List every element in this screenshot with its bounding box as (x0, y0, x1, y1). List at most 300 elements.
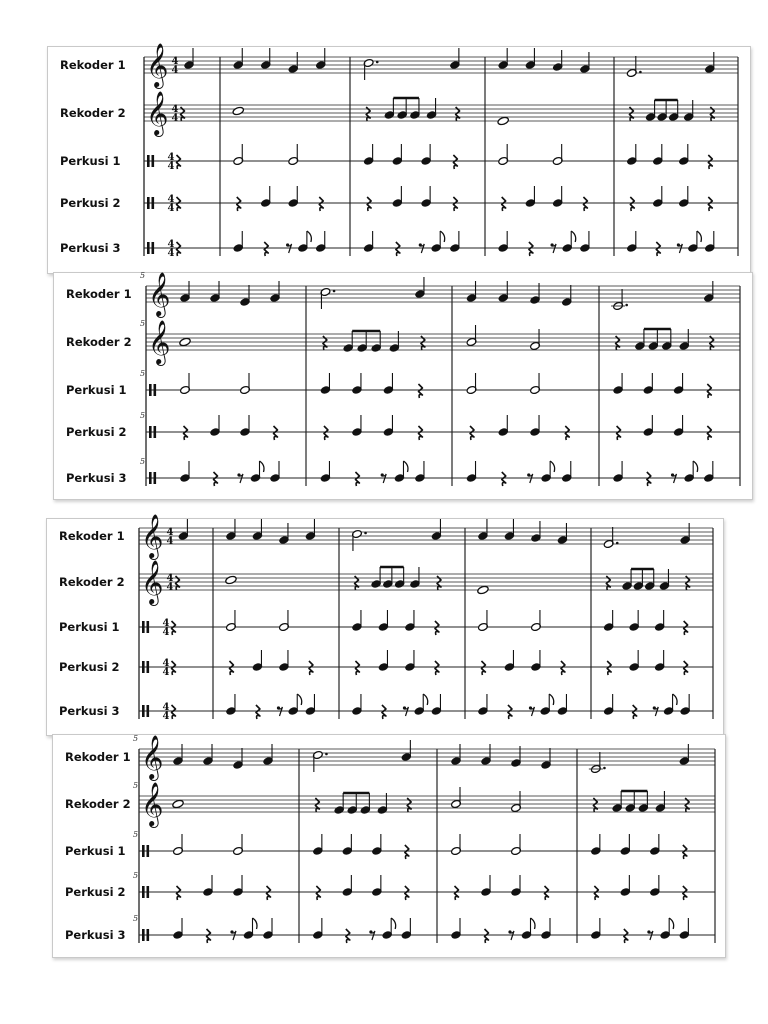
note-p2-m5-2 (629, 650, 640, 672)
quarter-rest-p3 (502, 472, 506, 486)
note-p2-m5-2 (652, 186, 663, 208)
note-p2-m5-3 (678, 186, 689, 208)
note-p3-m1-4 (243, 918, 254, 940)
staff-rek1 (139, 749, 715, 765)
note-p2-m3-3 (421, 186, 432, 208)
flag-p3 (549, 694, 554, 705)
time-signature-top: 4 (162, 702, 170, 713)
note-rek1-m1-1 (173, 744, 184, 766)
quarter-rest-p1 (708, 155, 712, 169)
note-p3-m2-1 (312, 918, 323, 940)
note-rek2-m2-1 (225, 575, 237, 585)
note-rek2-m4-4 (638, 791, 649, 813)
note-p2-m2-3 (288, 186, 299, 208)
note-rek2-m4-5 (655, 791, 666, 813)
note-p1-m4-3 (673, 373, 684, 395)
note-p1-m3-1 (352, 610, 363, 632)
note-p1-m3-1 (466, 373, 477, 395)
note-rek1-m1-3 (233, 748, 244, 770)
quarter-rest-p1 (418, 384, 422, 398)
note-p3-m4-1 (613, 461, 624, 483)
note-p2-m4-3 (649, 875, 660, 897)
flag-p3 (571, 231, 576, 242)
note-p3-m2-1 (320, 461, 331, 483)
quarter-rest-p2 (708, 197, 712, 211)
quarter-rest-p2 (481, 661, 485, 675)
quarter-rest-p2 (561, 661, 565, 675)
note-rek1-m4-4 (580, 52, 591, 74)
note-p3-m4-4 (684, 461, 695, 483)
note-p3-m5-4 (663, 694, 674, 716)
note-p1-m2-3 (383, 373, 394, 395)
note-rek1-m2-2 (252, 519, 263, 541)
note-p1-m5-3 (654, 610, 665, 632)
note-rek1-m2-1 (233, 48, 244, 70)
time-signature-top: 4 (171, 56, 179, 67)
note-p1-m1-1 (180, 373, 191, 395)
note-p3-m3-5 (431, 694, 442, 716)
note-rek1-m5-2 (680, 523, 691, 545)
note-p3-m3-5 (561, 461, 572, 483)
note-rek2-m4-3 (625, 791, 636, 813)
measure-number: 5 (133, 734, 139, 743)
note-p2-m3-2 (378, 650, 389, 672)
note-p2-m4-2 (620, 875, 631, 897)
time-signature-bottom: 4 (162, 667, 170, 678)
quarter-rest-p2 (453, 197, 457, 211)
instrument-label-rek2: Rekoder 2 (60, 106, 126, 120)
note-rek2-m5-5 (659, 569, 670, 591)
quarter-rest-p3 (656, 242, 660, 256)
quarter-rest-p3 (529, 242, 533, 256)
quarter-rest-p2 (274, 426, 278, 440)
note-p2-m2-3 (371, 875, 382, 897)
note-p3-m3-4 (521, 918, 532, 940)
note-p3-m3-5 (449, 231, 460, 253)
note-p3-m4-5 (679, 918, 690, 940)
note-rek1-m1-1 (180, 281, 191, 303)
note-rek1-m1-2 (210, 281, 221, 303)
time-signature-bottom: 4 (167, 161, 175, 172)
quarter-rest-p2 (683, 886, 687, 900)
note-p2-m1-3 (240, 415, 251, 437)
instrument-label-p3: Perkusi 3 (66, 471, 127, 485)
note-rek2-m4-2 (612, 791, 623, 813)
quarter-rest-p2 (545, 886, 549, 900)
note-rek1-m2-4 (315, 48, 326, 70)
note-p1-m2-1 (312, 834, 323, 856)
note-p3-m1-1 (180, 461, 191, 483)
note-rek1-m2-3 (279, 523, 290, 545)
note-rek1-m2-1 (226, 519, 237, 541)
note-p1-m1-2 (233, 834, 244, 856)
quarter-rest-p2 (229, 661, 233, 675)
note-p3-m3-4 (541, 461, 552, 483)
instrument-label-rek1: Rekoder 1 (65, 750, 131, 764)
measure-number: 5 (133, 914, 139, 923)
note-rek1-m4-1 (478, 519, 489, 541)
note-rek2-m3-1 (466, 325, 477, 347)
quarter-rest-p2 (455, 886, 459, 900)
note-p2-m2-2 (352, 415, 363, 437)
note-rek1-m3-2 (449, 48, 460, 70)
note-p3-m2-5 (315, 231, 326, 253)
measure-number: 5 (133, 781, 139, 790)
quarter-rest-p3 (485, 929, 489, 943)
quarter-rest-p2 (630, 197, 634, 211)
flag-p3 (297, 694, 302, 705)
instrument-label-p1: Perkusi 1 (66, 383, 127, 397)
time-signature-bottom: 4 (171, 65, 179, 76)
time-signature-bottom: 4 (171, 113, 179, 124)
note-rek2-m1-1 (172, 799, 184, 809)
note-p2-m5-3 (654, 650, 665, 672)
instrument-label-p3: Perkusi 3 (60, 241, 121, 255)
note-rek1-m4-2 (703, 281, 714, 303)
quarter-rest-p3 (647, 472, 651, 486)
note-p3-m4-4 (540, 694, 551, 716)
note-rek1-m4-1 (613, 289, 628, 311)
note-p3-m4-5 (703, 461, 714, 483)
quarter-rest-p2 (367, 197, 371, 211)
note-p1-m2-2 (342, 834, 353, 856)
note-p3-m2-1 (233, 231, 244, 253)
treble-clef-icon: 𝄞 (141, 735, 164, 779)
quarter-rest-p3 (346, 929, 350, 943)
quarter-rest-p2 (435, 661, 439, 675)
note-rek2-m4-1 (477, 585, 489, 595)
measure-number: 5 (140, 457, 146, 466)
quarter-rest-p3 (633, 705, 637, 719)
quarter-rest-p3 (264, 242, 268, 256)
note-p3-m1-5 (263, 918, 274, 940)
note-p1-m3-1 (363, 144, 374, 166)
note-rek1-m4-1 (590, 752, 605, 774)
flag-p3 (307, 231, 312, 242)
quarter-rest-p2 (324, 426, 328, 440)
quarter-rest-p1 (683, 845, 687, 859)
time-signature-bottom: 4 (162, 711, 170, 722)
score-system-1 (47, 43, 751, 274)
note-p1-m2-3 (371, 834, 382, 856)
quarter-rest-p1 (172, 621, 176, 635)
quarter-rest-p2 (617, 426, 621, 440)
note-p3-m1-5 (270, 461, 281, 483)
note-p3-m5-4 (687, 231, 698, 253)
measure-number: 5 (140, 411, 146, 420)
note-p3-m3-1 (451, 918, 462, 940)
quarter-rest-p3 (207, 929, 211, 943)
note-p1-m5-2 (652, 144, 663, 166)
instrument-label-p2: Perkusi 2 (65, 885, 126, 899)
note-p1-m4-1 (613, 373, 624, 395)
note-rek2-m5-4 (668, 100, 679, 122)
instrument-label-p2: Perkusi 2 (66, 425, 127, 439)
measure-number: 5 (133, 871, 139, 880)
treble-clef-icon: 𝄞 (148, 320, 171, 364)
note-rek1-m2-2 (401, 740, 412, 762)
note-p1-m3-2 (530, 373, 541, 395)
note-rek2-m2-1 (232, 106, 244, 116)
quarter-rest-p3 (177, 242, 181, 256)
note-rek1-m3-2 (498, 281, 509, 303)
score-system-1-canvas (48, 43, 750, 273)
flag-p3 (531, 918, 536, 929)
note-p2-m4-3 (673, 415, 684, 437)
time-signature-top: 4 (171, 104, 179, 115)
note-p2-m3-3 (405, 650, 416, 672)
quarter-rest-p2 (319, 197, 323, 211)
note-rek1-m3-1 (451, 744, 462, 766)
note-p3-m5-5 (680, 694, 691, 716)
flag-p3 (693, 461, 698, 472)
instrument-label-rek1: Rekoder 1 (66, 287, 132, 301)
instrument-label-p1: Perkusi 1 (59, 620, 120, 634)
note-rek2-m4-5 (679, 329, 690, 351)
quarter-rest-p3 (396, 242, 400, 256)
note-p3-m2-5 (305, 694, 316, 716)
note-p1-m4-1 (478, 610, 489, 632)
note-p3-m2-5 (415, 461, 426, 483)
note-p2-m2-2 (342, 875, 353, 897)
quarter-rest-p2 (177, 886, 181, 900)
note-p2-m3-2 (392, 186, 403, 208)
time-signature-top: 4 (167, 152, 175, 163)
note-rek2-m5-4 (644, 569, 655, 591)
instrument-label-p3: Perkusi 3 (65, 928, 126, 942)
note-rek1-m1-1 (184, 48, 195, 70)
note-p2-m1-2 (210, 415, 221, 437)
note-p2-m3-2 (498, 415, 509, 437)
flag-p3 (403, 461, 408, 472)
time-signature-top: 4 (166, 527, 174, 538)
note-p1-m3-2 (511, 834, 522, 856)
quarter-rest-p2 (470, 426, 474, 440)
quarter-rest-p2 (707, 426, 711, 440)
note-p3-m4-1 (590, 918, 601, 940)
note-p2-m2-3 (279, 650, 290, 672)
instrument-label-p2: Perkusi 2 (59, 660, 120, 674)
note-rek2-m1-1 (179, 337, 191, 347)
note-rek1-m5-1 (626, 56, 641, 78)
instrument-label-p1: Perkusi 1 (65, 844, 126, 858)
note-rek2-m3-1 (451, 787, 462, 809)
time-signature-bottom: 4 (166, 582, 174, 593)
instrument-label-rek2: Rekoder 2 (66, 335, 132, 349)
staff-rek1 (144, 57, 738, 73)
measure-number: 5 (140, 369, 146, 378)
instrument-label-rek1: Rekoder 1 (60, 58, 126, 72)
note-p3-m2-1 (226, 694, 237, 716)
note-p1-m2-1 (320, 373, 331, 395)
note-rek2-m5-2 (645, 100, 656, 122)
note-rek2-m4-3 (648, 329, 659, 351)
treble-clef-icon: 𝄞 (141, 782, 164, 826)
note-rek1-m4-4 (557, 523, 568, 545)
measure-number: 5 (140, 319, 146, 328)
quarter-rest-p3 (382, 705, 386, 719)
note-p1-m4-1 (590, 834, 601, 856)
quarter-rest-p3 (172, 705, 176, 719)
note-rek1-m2-4 (305, 519, 316, 541)
note-p3-m1-4 (250, 461, 261, 483)
score-system-3 (46, 514, 724, 736)
quarter-rest-p3 (508, 705, 512, 719)
note-p3-m2-4 (394, 461, 405, 483)
note-p3-m5-1 (603, 694, 614, 716)
time-signature-top: 4 (162, 618, 170, 629)
measure-number: 5 (140, 271, 146, 280)
note-p2-m3-3 (530, 415, 541, 437)
quarter-rest-p2 (583, 197, 587, 211)
quarter-rest-p2 (184, 426, 188, 440)
flag-p3 (423, 694, 428, 705)
note-p2-m4-2 (525, 186, 536, 208)
quarter-rest-p2 (607, 661, 611, 675)
note-rek1-m5-1 (603, 527, 618, 549)
quarter-rest-p3 (624, 929, 628, 943)
note-p1-m1-2 (240, 373, 251, 395)
note-rek1-m4-1 (498, 48, 509, 70)
quarter-rest-p3 (256, 705, 260, 719)
note-p1-m3-2 (392, 144, 403, 166)
note-p3-m4-4 (562, 231, 573, 253)
quarter-rest-p2 (355, 661, 359, 675)
note-rek1-m2-2 (415, 277, 426, 299)
quarter-rest-p2 (405, 886, 409, 900)
quarter-rest-p2 (316, 886, 320, 900)
note-rek1-m2-3 (288, 52, 299, 74)
note-p3-m2-4 (297, 231, 308, 253)
score-system-2 (53, 272, 753, 500)
note-rek2-m4-2 (635, 329, 646, 351)
note-rek1-m1-4 (263, 744, 274, 766)
quarter-rest-p3 (214, 472, 218, 486)
instrument-label-p2: Perkusi 2 (60, 196, 121, 210)
note-p3-m5-5 (704, 231, 715, 253)
note-rek2-m5-5 (683, 100, 694, 122)
quarter-rest-p1 (177, 155, 181, 169)
note-p1-m4-2 (620, 834, 631, 856)
quarter-rest-p2 (418, 426, 422, 440)
note-p2-m4-2 (504, 650, 515, 672)
time-signature-top: 4 (166, 573, 174, 584)
note-p3-m4-4 (660, 918, 671, 940)
treble-clef-icon: 𝄞 (146, 43, 169, 87)
note-p1-m4-1 (498, 144, 509, 166)
note-p3-m3-1 (352, 694, 363, 716)
note-p1-m5-2 (629, 610, 640, 632)
time-signature-top: 4 (167, 239, 175, 250)
note-p1-m4-2 (531, 610, 542, 632)
quarter-rest-p2 (309, 661, 313, 675)
note-rek1-m2-2 (260, 48, 271, 70)
note-p2-m1-3 (233, 875, 244, 897)
note-p1-m4-3 (649, 834, 660, 856)
note-p1-m1-1 (173, 834, 184, 856)
note-rek2-m5-3 (633, 569, 644, 591)
note-p1-m3-3 (405, 610, 416, 632)
flag-p3 (391, 918, 396, 929)
note-p1-m2-1 (226, 610, 237, 632)
note-p3-m4-1 (478, 694, 489, 716)
quarter-rest-p2 (172, 661, 176, 675)
note-rek1-m1-1 (178, 519, 189, 541)
time-signature-bottom: 4 (167, 203, 175, 214)
time-signature-top: 4 (167, 194, 175, 205)
note-p1-m3-1 (451, 834, 462, 856)
note-rek1-m4-2 (504, 519, 515, 541)
note-rek1-m1-2 (203, 744, 214, 766)
score-system-2-canvas (54, 273, 752, 499)
flag-p3 (673, 694, 678, 705)
note-p3-m2-4 (288, 694, 299, 716)
note-p1-m3-2 (378, 610, 389, 632)
quarter-rest-p2 (267, 886, 271, 900)
flag-p3 (253, 918, 258, 929)
note-p2-m4-2 (643, 415, 654, 437)
quarter-rest-p2 (237, 197, 241, 211)
note-p2-m3-3 (511, 875, 522, 897)
note-p2-m2-2 (252, 650, 263, 672)
note-rek2-m4-1 (497, 116, 509, 126)
time-signature-bottom: 4 (162, 627, 170, 638)
quarter-rest-p1 (453, 155, 457, 169)
treble-clef-icon: 𝄞 (141, 514, 164, 558)
note-p1-m5-3 (678, 144, 689, 166)
note-rek1-m1-3 (240, 285, 251, 307)
quarter-rest-p1 (435, 621, 439, 635)
note-p2-m3-2 (481, 875, 492, 897)
instrument-label-p1: Perkusi 1 (60, 154, 121, 168)
note-rek1-m3-2 (431, 519, 442, 541)
note-rek2-m3-2 (511, 791, 522, 813)
treble-clef-icon: 𝄞 (148, 272, 171, 316)
time-signature-bottom: 4 (166, 536, 174, 547)
flag-p3 (440, 231, 445, 242)
note-rek1-m3-2 (481, 744, 492, 766)
instrument-label-rek2: Rekoder 2 (59, 575, 125, 589)
note-p3-m5-1 (626, 231, 637, 253)
instrument-label-rek1: Rekoder 1 (59, 529, 125, 543)
quarter-rest-p2 (594, 886, 598, 900)
note-rek1-m4-2 (679, 744, 690, 766)
note-p1-m2-1 (233, 144, 244, 166)
note-p1-m4-2 (552, 144, 563, 166)
note-p2-m1-2 (203, 875, 214, 897)
note-rek1-m1-4 (270, 281, 281, 303)
note-p2-m2-3 (383, 415, 394, 437)
quarter-rest-p2 (565, 426, 569, 440)
note-p3-m3-4 (414, 694, 425, 716)
note-p2-m4-3 (531, 650, 542, 672)
note-p1-m5-1 (626, 144, 637, 166)
note-p2-m2-2 (260, 186, 271, 208)
flag-p3 (669, 918, 674, 929)
staff-rek1 (139, 528, 713, 544)
flag-p3 (550, 461, 555, 472)
time-signature-bottom: 4 (167, 248, 175, 259)
note-p3-m3-1 (363, 231, 374, 253)
quarter-rest-p2 (684, 661, 688, 675)
note-rek2-m4-4 (661, 329, 672, 351)
instrument-label-p3: Perkusi 3 (59, 704, 120, 718)
note-rek1-m4-2 (525, 48, 536, 70)
note-rek2-m5-2 (622, 569, 633, 591)
note-p1-m2-2 (279, 610, 290, 632)
note-p1-m2-2 (288, 144, 299, 166)
quarter-rest-p2 (177, 197, 181, 211)
